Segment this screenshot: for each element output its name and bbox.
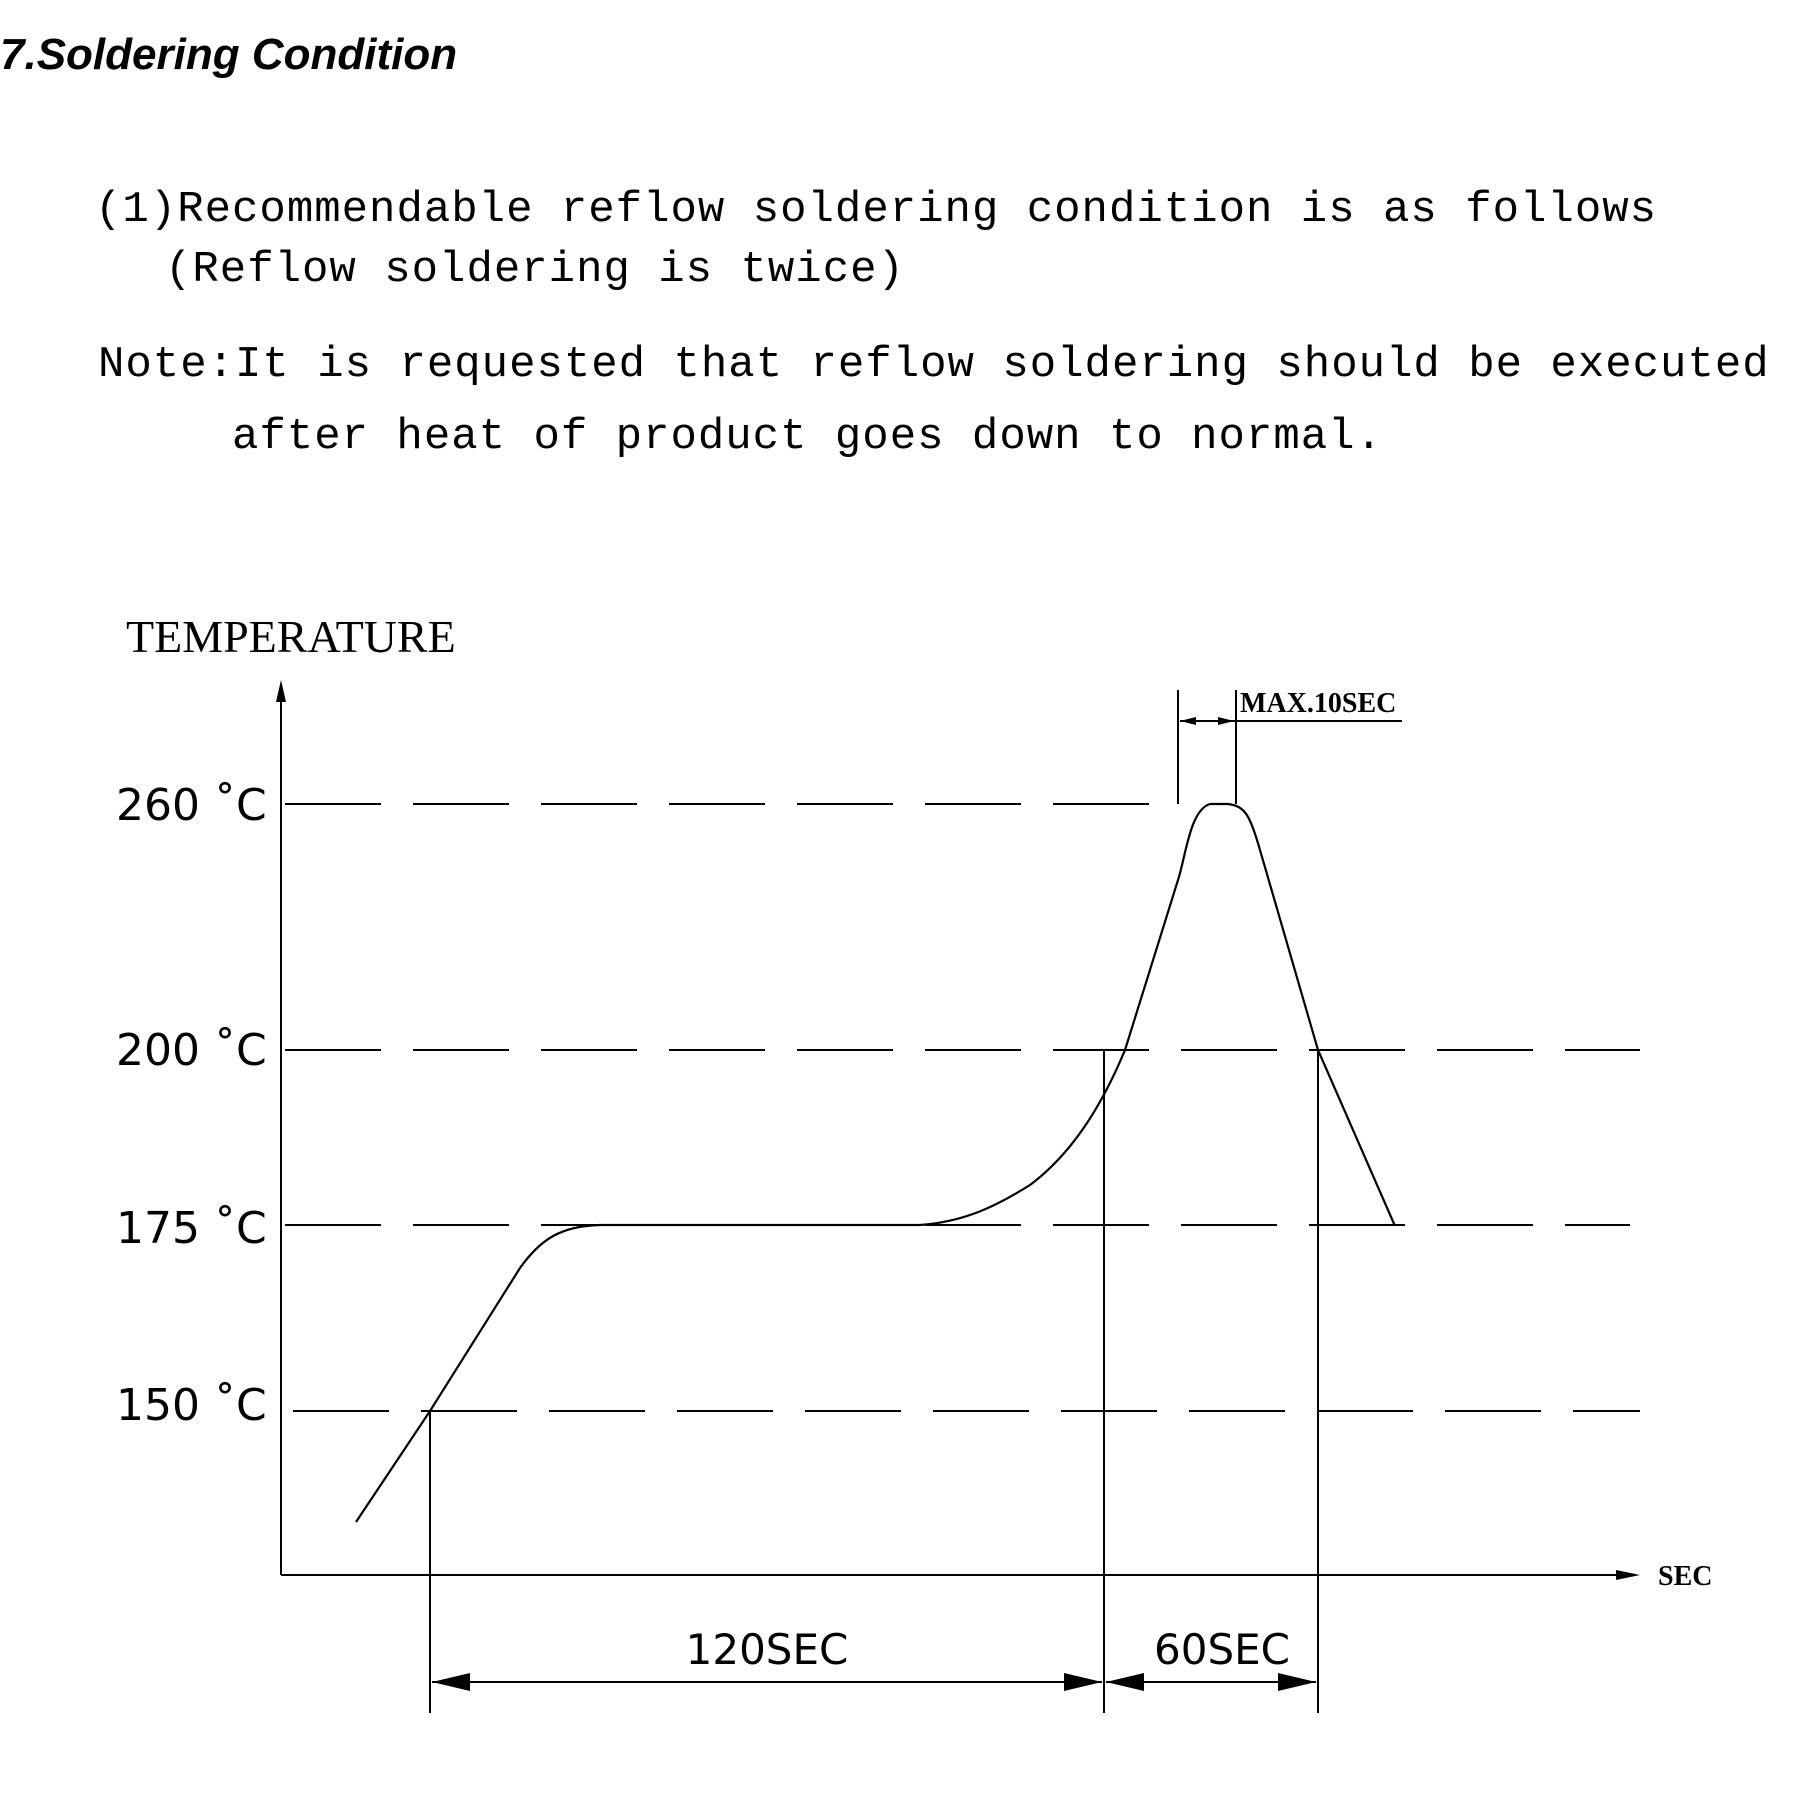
temp-label-200: 200 ˚C — [116, 1025, 267, 1076]
temp-label-260: 260 ˚C — [116, 780, 267, 831]
arrowhead-60sec-left — [1106, 1673, 1144, 1691]
x-axis-arrow — [1616, 1570, 1640, 1580]
dimension-label-max10sec: MAX.10SEC — [1240, 688, 1397, 719]
arrowhead-120sec-right — [1064, 1673, 1102, 1691]
note-line-1: Note:It is requested that reflow soldering should be executed — [98, 340, 1770, 390]
section-title: 7.Soldering Condition — [0, 30, 458, 79]
temp-label-175: 175 ˚C — [116, 1203, 267, 1254]
temp-label-150: 150 ˚C — [116, 1380, 267, 1431]
y-axis-label: TEMPERATURE — [126, 611, 456, 662]
x-axis-label: SEC — [1658, 1561, 1713, 1592]
y-axis-arrow — [276, 680, 286, 702]
note-line-2: after heat of product goes down to normal. — [232, 412, 1383, 462]
reflow-profile-curve — [356, 804, 1395, 1522]
dimension-label-60sec: 60SEC — [1154, 1625, 1290, 1674]
dimension-label-120sec: 120SEC — [685, 1625, 849, 1674]
arrowhead-120sec-left — [432, 1673, 470, 1691]
arrowhead-max10sec-left — [1180, 717, 1196, 725]
arrowhead-60sec-right — [1278, 1673, 1316, 1691]
intro-line-2: (Reflow soldering is twice) — [165, 245, 905, 295]
arrowhead-max10sec-right — [1218, 717, 1234, 725]
intro-line-1: (1)Recommendable reflow soldering condition is as follows — [95, 185, 1658, 235]
